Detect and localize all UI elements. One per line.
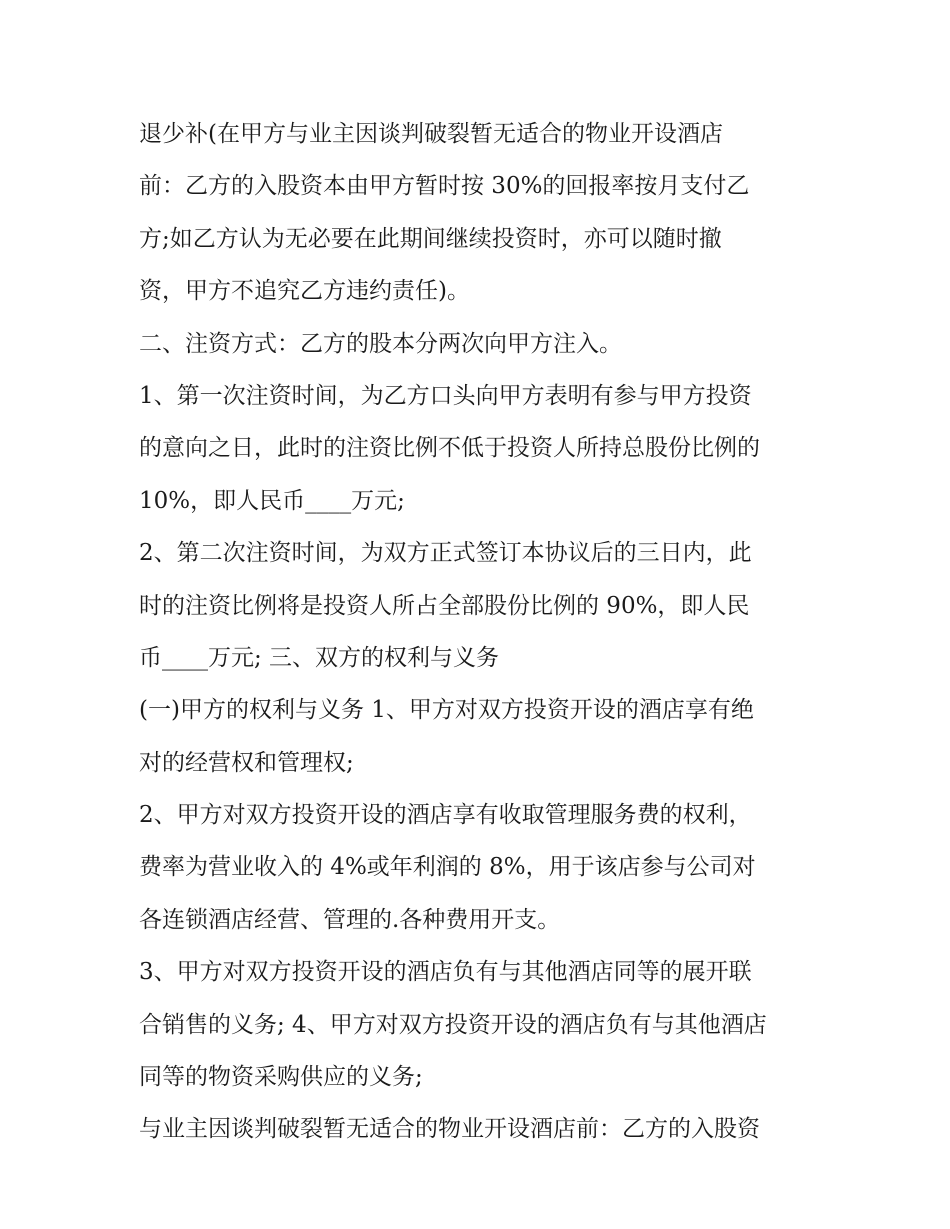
text-line: 币____万元; 三、双方的权利与义务 — [139, 644, 500, 671]
text-line: 合销售的义务; 4、甲方对双方投资开设的酒店负有与其他酒店 — [139, 1011, 767, 1038]
text-line: 3、甲方对双方投资开设的酒店负有与其他酒店同等的展开联 — [139, 959, 752, 986]
text-line: 各连锁酒店经营、管理的.各种费用开支。 — [139, 906, 561, 933]
text-line: 的意向之日，此时的注资比例不低于投资人所持总股份比例的 — [139, 435, 760, 462]
text-line: 1、第一次注资时间，为乙方口头向甲方表明有参与甲方投资 — [139, 382, 752, 409]
text-line: 2、甲方对双方投资开设的酒店享有收取管理服务费的权利， — [139, 802, 752, 829]
text-line: 同等的物资采购供应的义务; — [139, 1064, 423, 1091]
text-line: 2、第二次注资时间，为双方正式签订本协议后的三日内，此 — [139, 540, 752, 567]
text-line: 资，甲方不追究乙方违约责任)。 — [139, 278, 470, 305]
section-heading: 二、注资方式：乙方的股本分两次向甲方注入。 — [139, 330, 622, 357]
text-line: 前：乙方的入股资本由甲方暂时按 30%的回报率按月支付乙 — [139, 173, 750, 200]
text-line: 方;如乙方认为无必要在此期间继续投资时，亦可以随时撤 — [139, 225, 722, 252]
text-line: (一)甲方的权利与义务 1、甲方对双方投资开设的酒店享有绝 — [139, 697, 754, 724]
document-body — [139, 108, 839, 1156]
text-line: 与业主因谈判破裂暂无适合的物业开设酒店前：乙方的入股资 — [139, 1116, 760, 1143]
text-line: 10%，即人民币____万元; — [139, 487, 405, 514]
text-line: 退少补(在甲方与业主因谈判破裂暂无适合的物业开设酒店 — [139, 121, 723, 147]
text-line: 对的经营权和管理权; — [139, 749, 354, 776]
text-line: 时的注资比例将是投资人所占全部股份比例的 90%，即人民 — [139, 592, 750, 619]
text-line: 费率为营业收入的 4%或年利润的 8%，用于该店参与公司对 — [139, 854, 756, 881]
